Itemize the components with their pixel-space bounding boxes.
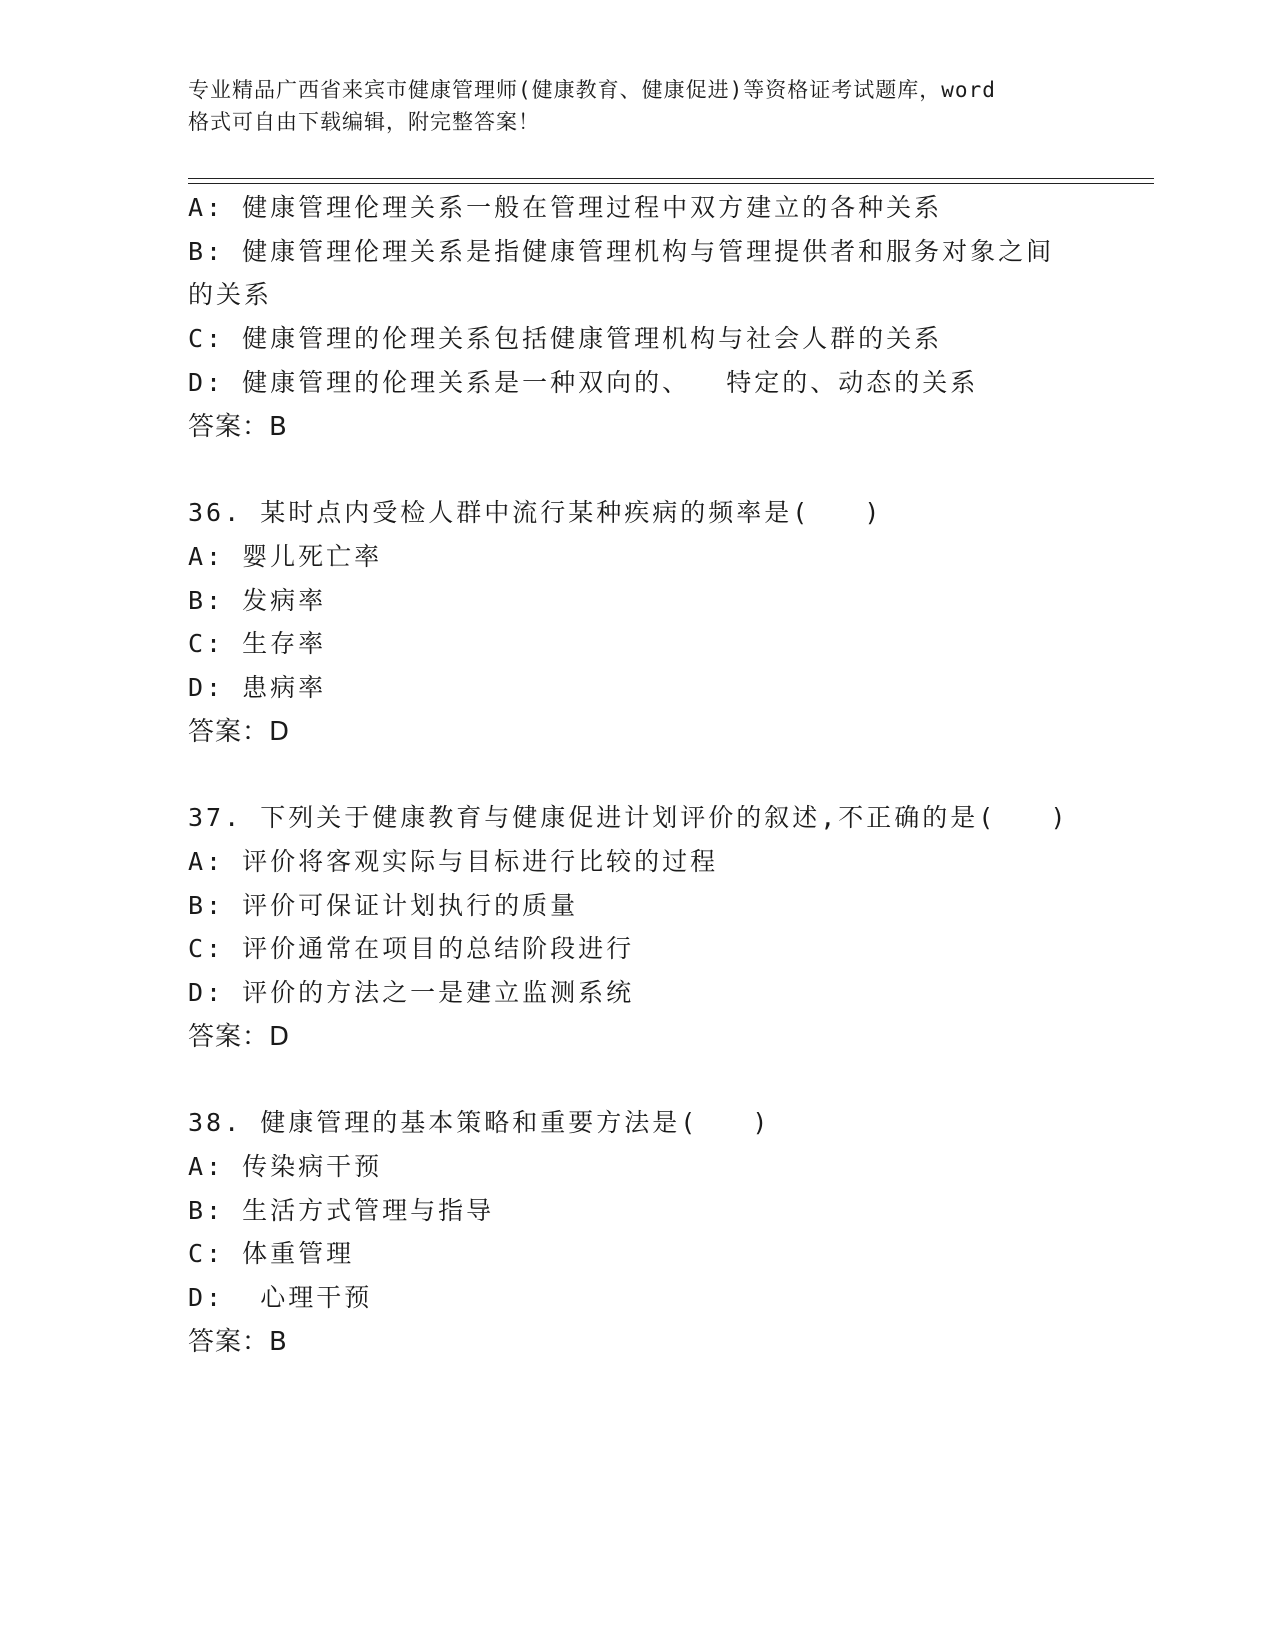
q38-option-c: C: 体重管理 xyxy=(188,1239,355,1268)
q37-option-b: B: 评价可保证计划执行的质量 xyxy=(188,891,579,920)
q38-option-d: D: 心理干预 xyxy=(188,1283,373,1312)
q35-option-a: A: 健康管理伦理关系一般在管理过程中双方建立的各种关系 xyxy=(188,193,943,222)
q38-option-b: B: 生活方式管理与指导 xyxy=(188,1196,495,1225)
q37-option-a: A: 评价将客观实际与目标进行比较的过程 xyxy=(188,847,719,876)
q37-option-d: D: 评价的方法之一是建立监测系统 xyxy=(188,978,635,1007)
q37-option-c: C: 评价通常在项目的总结阶段进行 xyxy=(188,934,635,963)
q36-option-b: B: 发病率 xyxy=(188,586,327,615)
q38-option-a: A: 传染病干预 xyxy=(188,1152,383,1181)
q36-option-a: A: 婴儿死亡率 xyxy=(188,542,383,571)
q37-question: 37. 下列关于健康教育与健康促进计划评价的叙述,不正确的是( ) xyxy=(188,803,1069,832)
header-line-2: 格式可自由下载编辑，附完整答案！ xyxy=(188,110,540,134)
q38-question: 38. 健康管理的基本策略和重要方法是( ) xyxy=(188,1108,771,1137)
q38-answer: 答案：B xyxy=(188,1327,288,1357)
header-divider-top xyxy=(188,178,1154,179)
q35-option-c: C: 健康管理的伦理关系包括健康管理机构与社会人群的关系 xyxy=(188,324,943,353)
header-divider-bottom xyxy=(188,183,1154,184)
q37-answer: 答案：D xyxy=(188,1022,291,1052)
header-line-1: 专业精品广西省来宾市健康管理师(健康教育、健康促进)等资格证考试题库，word xyxy=(188,78,996,102)
q36-option-c: C: 生存率 xyxy=(188,629,327,658)
document-header xyxy=(188,74,1088,138)
q35-option-d: D: 健康管理的伦理关系是一种双向的、 特定的、动态的关系 xyxy=(188,368,979,397)
q35-option-b-continued: 的关系 xyxy=(188,280,273,309)
q36-option-d: D: 患病率 xyxy=(188,673,327,702)
q36-question: 36. 某时点内受检人群中流行某种疾病的频率是( ) xyxy=(188,498,883,527)
q36-answer: 答案：D xyxy=(188,717,291,747)
q35-answer: 答案：B xyxy=(188,412,288,442)
q35-option-b: B: 健康管理伦理关系是指健康管理机构与管理提供者和服务对象之间 xyxy=(188,237,1055,266)
